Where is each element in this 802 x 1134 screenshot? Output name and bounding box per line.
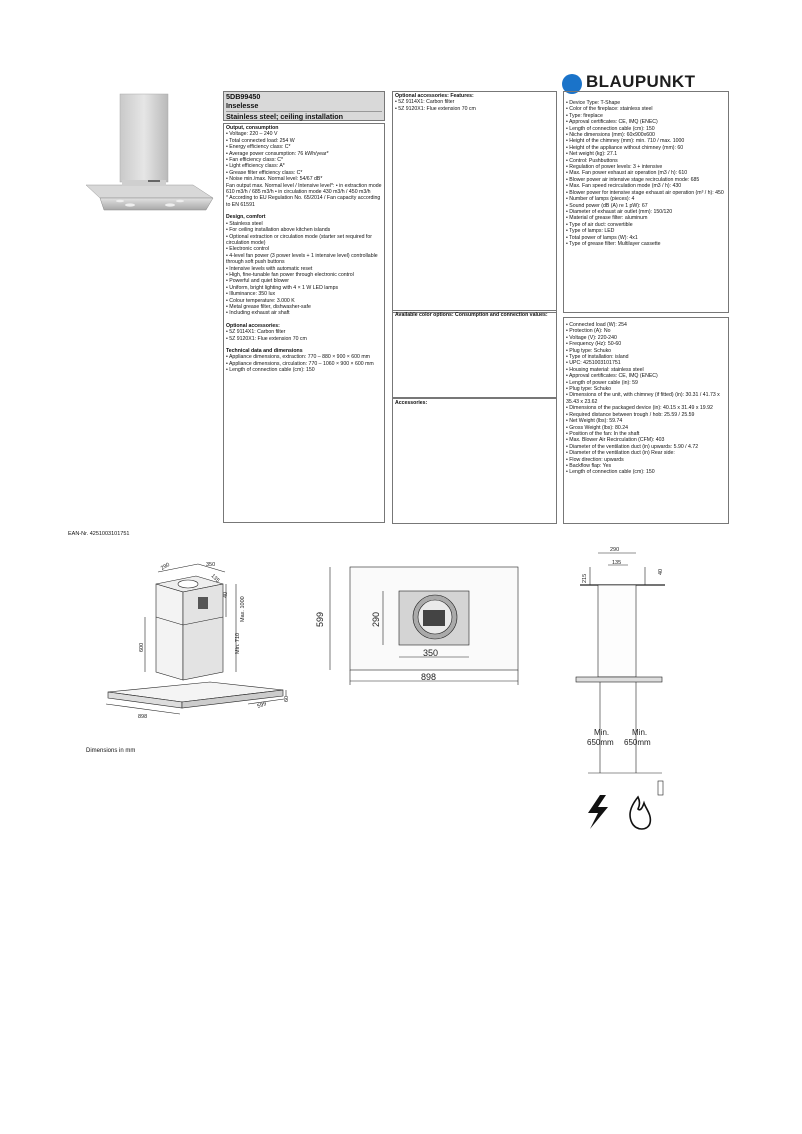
list-item: • Max. Fan power exhaust air operation (m3 / h): 610 xyxy=(566,170,688,177)
list-item: • Required distance between trough / hob: 25.59 / 25.59 xyxy=(566,411,695,418)
list-item: • Control: Pushbuttons xyxy=(566,157,618,164)
output-title: Output, consumption xyxy=(226,125,279,131)
list-item: • Voltage (V): 220-240 xyxy=(566,334,617,341)
list-item: • Dimensions of the packaged device (in): 40.15 x 31.49 x 19.92 xyxy=(566,405,713,412)
list-item: • Light efficiency class: A* xyxy=(226,163,285,170)
dimensions-caption: Dimensions in mm xyxy=(86,748,136,754)
dim-label: 290 xyxy=(610,547,620,553)
list-item: • Type of air duct: convertible xyxy=(566,221,633,228)
dim-label: 600 xyxy=(139,642,145,652)
list-item: * According to EU Regulation No. 65/2014 / Fan capacity according to EN 61591 xyxy=(226,195,381,208)
list-item: • Approval certificates: CE, IMQ (ENEC) xyxy=(566,373,658,380)
ean-number: EAN-Nr. 4251003101751 xyxy=(68,531,130,537)
list-item: • Sound power (dB (A) re 1 pW): 67 xyxy=(566,202,648,209)
list-item: • Length of connection cable (cm): 150 xyxy=(566,125,655,132)
list-item: • Length of connection cable (cm): 150 xyxy=(566,469,655,476)
list-item: • Height of the appliance without chimney (mm): 60 xyxy=(566,144,684,151)
dim-label: 60 xyxy=(284,695,290,702)
list-item: • Dimensions of the unit, with chimney (if fitted) (in): 30.31 / 41.73 x 35.43 x 23.62 xyxy=(566,392,720,405)
list-item: • Colour temperature: 3.000 K xyxy=(226,297,295,304)
list-item: • Plug type: Schuko xyxy=(566,386,612,393)
dim-label: 898 xyxy=(138,714,148,720)
dim-label: Min. 710 xyxy=(235,632,241,654)
dim-label: 40 xyxy=(223,591,229,598)
output-list xyxy=(226,131,382,208)
dim-label: 599 xyxy=(315,611,325,627)
list-item: • Uniform, bright lighting with 4 × 1 W LED lamps xyxy=(226,284,339,291)
list-item: • Connected load (W): 254 xyxy=(566,322,627,328)
list-item: • Noise min./max. Normal level: 54/67 dB* xyxy=(226,176,323,183)
list-item: • Diameter of the ventilation duct (in) upwards: 5.90 / 4.72 xyxy=(566,443,699,450)
brand-logo-text: BLAUPUNKT xyxy=(586,72,696,91)
list-item: • For ceiling installation above kitchen islands xyxy=(226,227,331,234)
list-item: • Fan efficiency class: C* xyxy=(226,157,284,164)
list-item: • Max. Fan speed recirculation mode (m3 / h): 430 xyxy=(566,183,682,190)
list-item: • Net Weight (lbs): 59.74 xyxy=(566,418,623,425)
min-label-left: Min. xyxy=(594,728,610,737)
list-item: • Optional extraction or circulation mode (starter set required for circulation mode) xyxy=(226,233,372,246)
color-options-title: Available color options: Consumption and connection values: xyxy=(395,312,548,318)
list-item: • Niche dimensions (mm): 60x900x600 xyxy=(566,132,655,139)
list-item: • Type of lamps: LED xyxy=(566,228,615,235)
list-item: • Net weight (kg): 27.1 xyxy=(566,151,618,158)
color-options-box xyxy=(392,310,557,398)
list-item: • 5Z 9114X1: Carbon filter xyxy=(395,99,455,106)
list-item: • Electronic control xyxy=(226,246,270,253)
list-item: • Protection (A): No xyxy=(566,328,611,335)
list-item: • Material of grease filter: aluminum xyxy=(566,215,648,222)
dim-label: Max. 1000 xyxy=(240,596,246,622)
product-model: 5DB99450 xyxy=(226,92,261,101)
dim-label: 290 xyxy=(371,611,381,627)
list-item: • High, fine-tunable fan power through electronic control xyxy=(226,271,354,278)
list-item: • Approval certificates: CE, IMQ (ENEC) xyxy=(566,119,658,126)
list-item: • Type of grease filter: Multilayer cassette xyxy=(566,240,661,247)
list-item: • 4-level fan power (3 power levels + 1 intensive level) controllable through soft push buttons xyxy=(226,252,378,266)
list-item: • Stainless steel xyxy=(226,220,263,227)
list-item: • Grease filter efficiency class: C* xyxy=(226,169,303,176)
list-item: • Housing material: stainless steel xyxy=(566,366,644,373)
list-item: • UPC: 4251003101751 xyxy=(566,360,621,367)
design-list xyxy=(226,221,382,317)
specs-top-box xyxy=(563,91,729,313)
details-column xyxy=(223,123,385,523)
dim-label: 350 xyxy=(423,648,439,658)
list-item: • Gross Weight (lbs): 80.24 xyxy=(566,424,628,431)
design-title: Design, comfort xyxy=(226,214,266,221)
min-value-right: 650mm xyxy=(624,738,651,747)
list-item: • Energy efficiency class: C* xyxy=(226,144,291,151)
features-title: Optional accessories: Features: xyxy=(395,93,474,99)
product-subtitle: Stainless steel; ceiling installation xyxy=(226,111,382,122)
dim-label: 290 xyxy=(160,561,171,572)
product-header xyxy=(223,91,385,121)
dim-label: 40 xyxy=(658,568,664,575)
list-item: • Powerful and quiet blower xyxy=(226,278,289,285)
list-item: • 5Z 9120X1: Flue extension 70 cm xyxy=(226,335,307,342)
gas-flame-icon xyxy=(630,797,650,829)
list-item: • Number of lamps (pieces): 4 xyxy=(566,196,635,203)
dim-label: 215 xyxy=(582,573,588,583)
list-item: • Intensive levels with automatic reset xyxy=(226,265,313,272)
top-view-drawing xyxy=(305,565,525,685)
accessories-box xyxy=(392,398,557,524)
iso-drawing xyxy=(98,562,288,732)
list-item: • Frequency (Hz): 50-60 xyxy=(566,341,622,348)
dim-label: 135 xyxy=(209,573,221,584)
dim-label: 898 xyxy=(421,672,437,682)
list-item: • Length of power cable (in): 59 xyxy=(566,379,638,386)
list-item: • Total power of lamps (W): 4x1 xyxy=(566,234,638,241)
features-box xyxy=(392,91,557,313)
specs-bottom-box xyxy=(563,317,729,524)
min-value-left: 650mm xyxy=(587,738,614,747)
list-item: • Backflow flap: Yes xyxy=(566,462,612,469)
list-item: • Blower power for intensive stage exhaust air operation (m³ / h): 450 xyxy=(566,189,724,196)
side-view-drawing xyxy=(570,545,670,835)
product-photo xyxy=(68,88,218,218)
list-item: • Diameter of exhaust air outlet (mm): 150/120 xyxy=(566,208,673,215)
list-item: • 5Z 9114X1: Carbon filter xyxy=(226,329,286,336)
list-item: • Average power consumption: 76 kWh/year* xyxy=(226,150,329,157)
list-item: • Flow direction: upwards xyxy=(566,456,624,463)
tech-title: Technical data and dimensions xyxy=(226,348,303,354)
accessories-title: Accessories: xyxy=(395,400,428,406)
dim-label: 350 xyxy=(206,562,216,568)
list-item: • Type of installation: island xyxy=(566,354,629,361)
dim-label: 135 xyxy=(612,560,622,566)
list-item: • Plug type: Schuko xyxy=(566,347,612,354)
list-item: • Metal grease filter, dishwasher-safe xyxy=(226,303,311,310)
list-item: • Appliance dimensions, circulation: 770 – 1060 × 900 × 600 mm xyxy=(226,360,374,367)
list-item: • Length of connection cable (cm): 150 xyxy=(226,367,315,374)
list-item: • Voltage: 220 – 240 V xyxy=(226,131,278,138)
product-name: Inselesse xyxy=(226,100,259,110)
list-item: • Regulation of power levels: 3 + intensive xyxy=(566,164,663,171)
list-item: • Device Type: T-Shape xyxy=(566,100,621,106)
list-item: • Blower power air intensive stage recirculation mode: 685 xyxy=(566,176,700,183)
optional-title: Optional accessories: xyxy=(226,322,280,329)
list-item: • Position of the fan: In the shaft xyxy=(566,430,640,437)
list-item: • Height of the chimney (mm): min. 710 / max. 1000 xyxy=(566,138,685,145)
min-label-right: Min. xyxy=(632,728,648,737)
list-item: Fan output max. Normal level / Intensive level*: • in extraction mode 610 m3/h / 685 m3/h • in circulation mode 430 m3/h / 450 m3/h xyxy=(226,182,382,196)
list-item: • Including exhaust air shaft xyxy=(226,310,290,317)
dim-label: 599 xyxy=(256,701,268,710)
list-item: • 5Z 9120X1: Flue extension 70 cm xyxy=(395,105,476,112)
list-item: • Diameter of the ventilation duct (in) Rear side: xyxy=(566,450,675,457)
list-item: • Max. Blower Air Recirculation (CFM): 403 xyxy=(566,437,665,444)
electric-lightning-icon xyxy=(588,795,608,829)
list-item: • Type: fireplace xyxy=(566,112,603,119)
list-item: • Appliance dimensions, extraction: 770 – 880 × 900 × 600 mm xyxy=(226,354,370,361)
list-item: • Total connected load: 254 W xyxy=(226,137,295,144)
list-item: • Illuminance: 350 lux xyxy=(226,291,276,298)
list-item: • Color of the fireplace: stainless steel xyxy=(566,106,653,113)
